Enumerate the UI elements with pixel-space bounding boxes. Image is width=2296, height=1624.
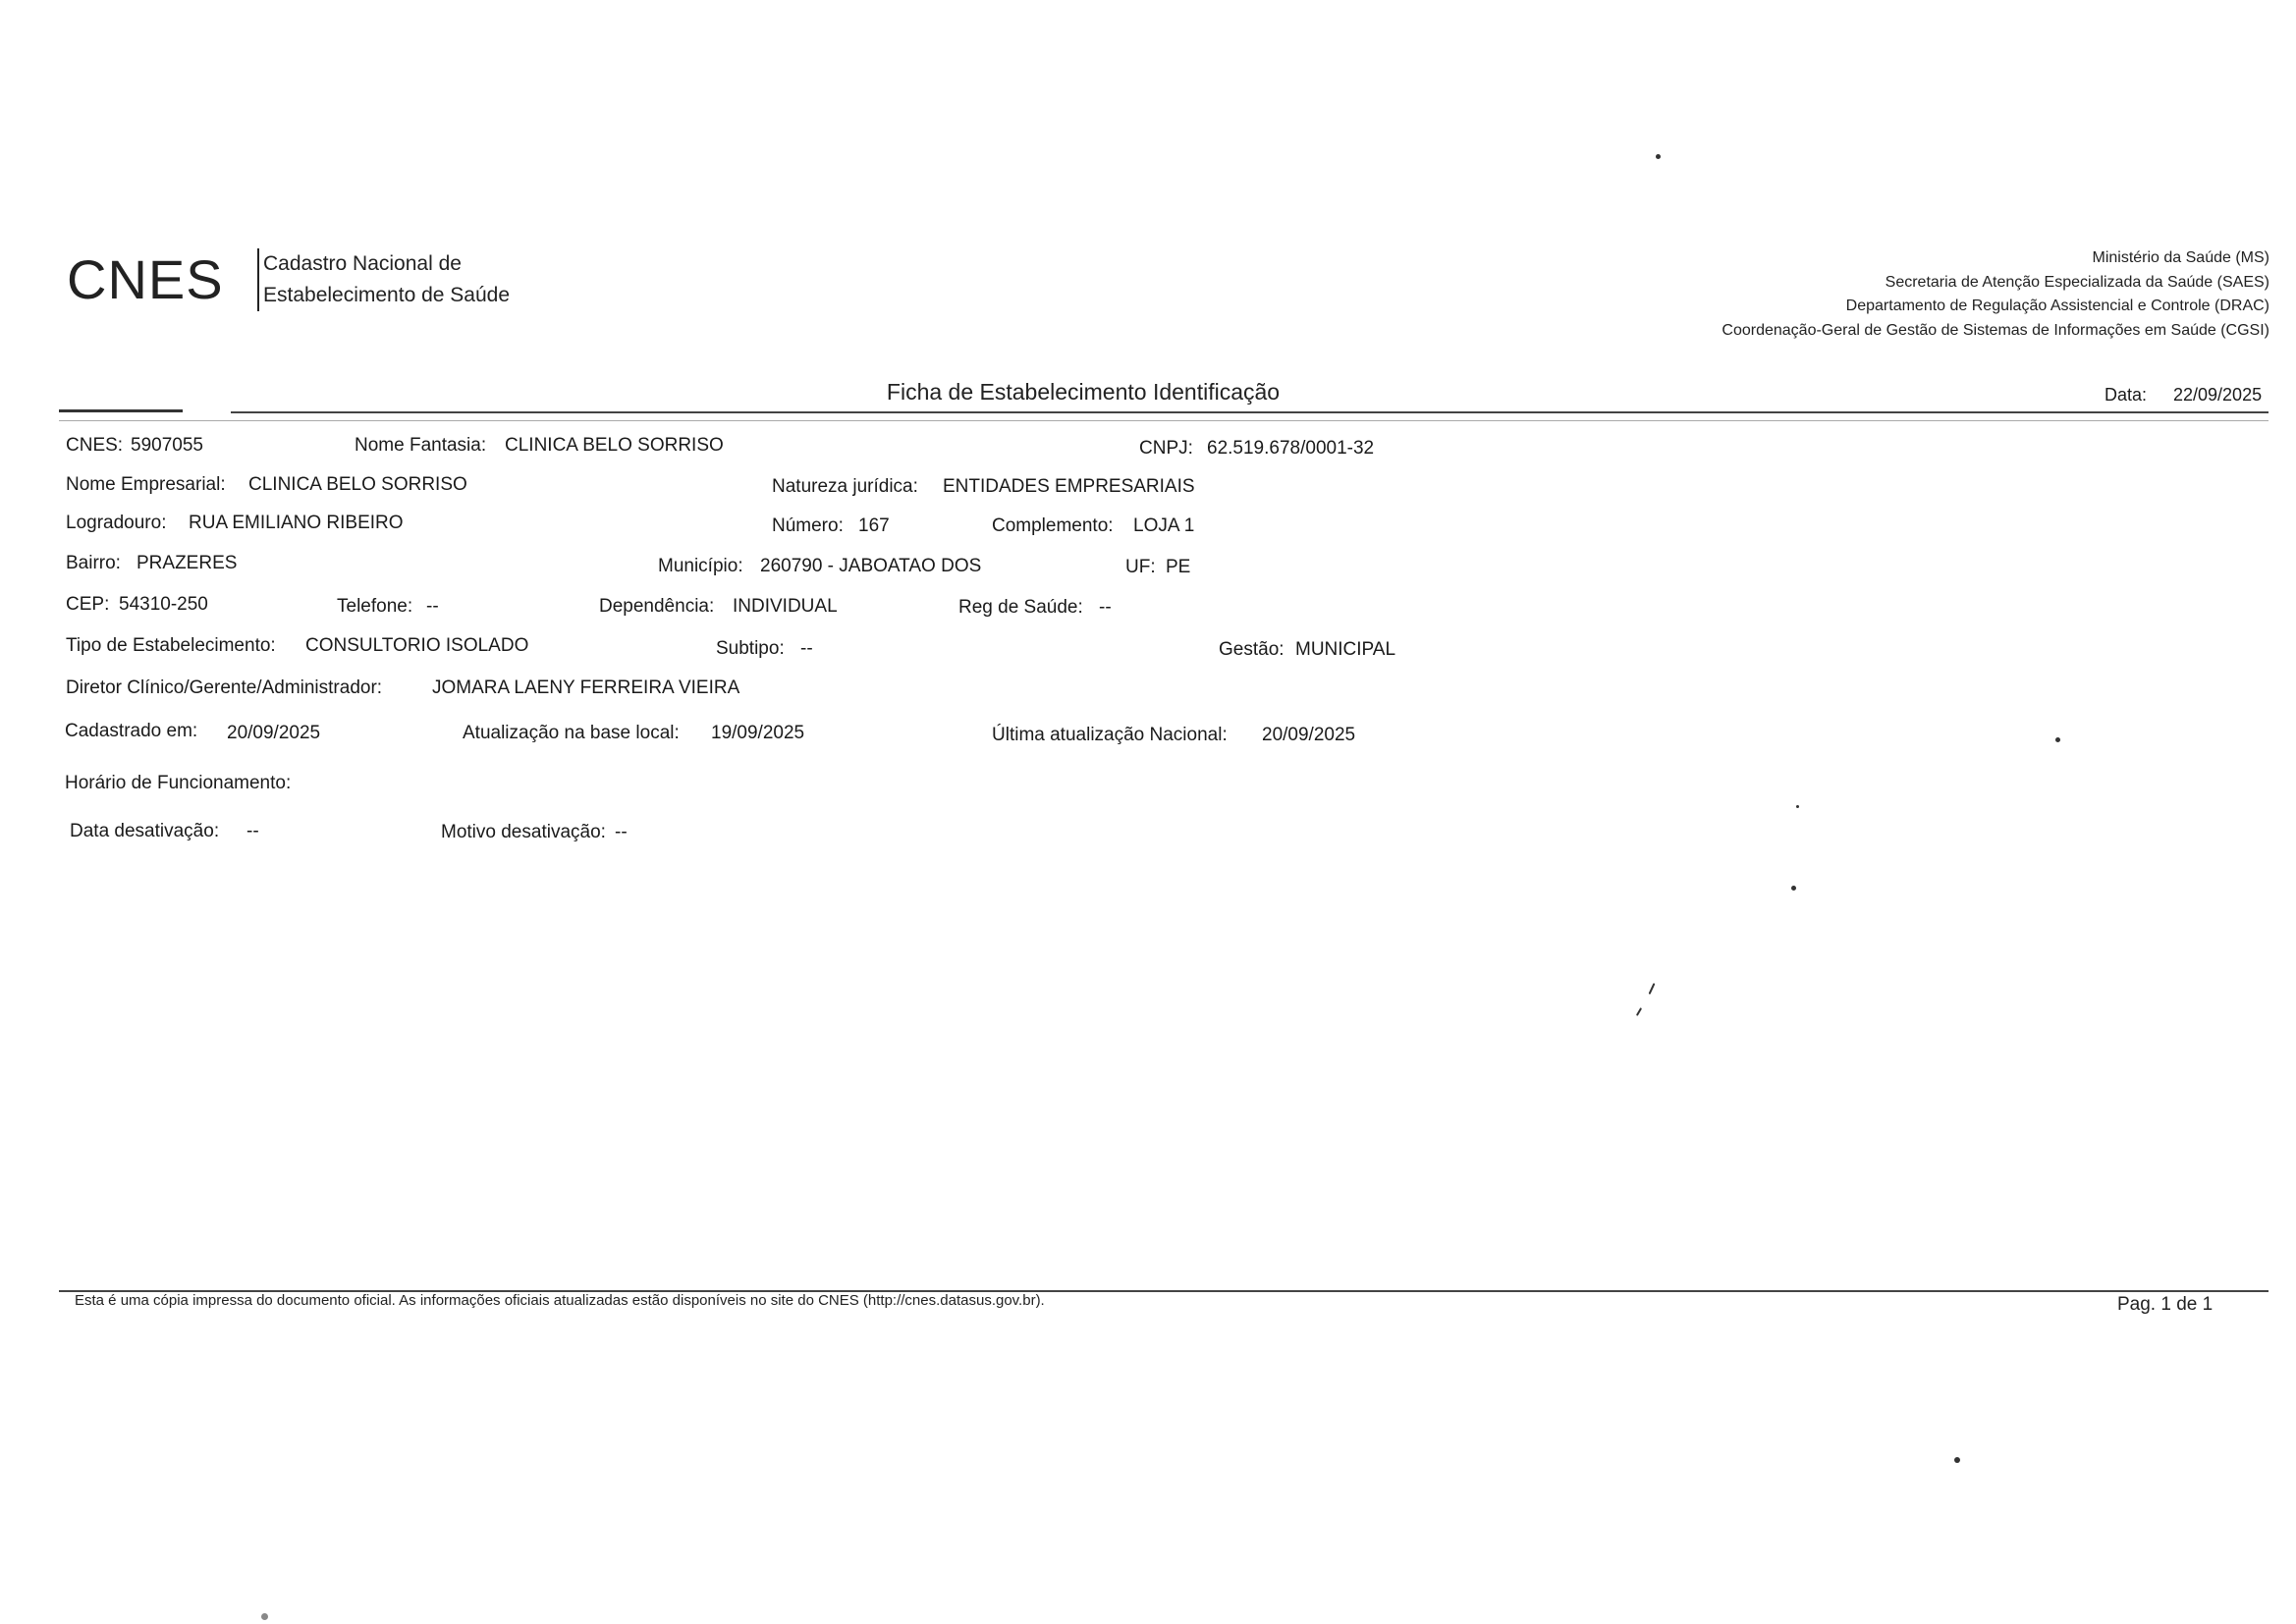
cnes-value: 5907055 [131,435,203,456]
gestao-value: MUNICIPAL [1295,639,1396,660]
footer-note: Esta é uma cópia impressa do documento oficial. As informações oficiais atualizadas estão disponíveis no site do CNES (http://cnes.datasus.gov.br). [75,1292,1045,1309]
logradouro-label: Logradouro: [66,513,167,533]
logo-subtitle [257,248,510,311]
scan-speck [1796,805,1799,808]
bairro-value: PRAZERES [137,553,238,573]
nome-empresarial-label: Nome Empresarial: [66,474,226,495]
scan-speck [1636,1007,1642,1016]
tipo-estabelecimento-label: Tipo de Estabelecimento: [66,635,276,656]
diretor-label: Diretor Clínico/Gerente/Administrador: [66,677,383,698]
ministry-line: Departamento de Regulação Assistencial e Controle (DRAC) [1845,298,2269,314]
cadastrado-em-value: 20/09/2025 [227,723,321,743]
logo-subtitle-line2: Estabelecimento de Saúde [263,284,511,306]
ministry-line: Ministério da Saúde (MS) [2092,249,2269,266]
bairro-label: Bairro: [66,553,121,573]
numero-value: 167 [858,515,890,536]
data-desativacao-label: Data desativação: [70,821,220,841]
atualizacao-local-value: 19/09/2025 [711,723,805,743]
scan-speck [2055,737,2060,742]
ministry-line: Coordenação-Geral de Gestão de Sistemas de Informações em Saúde (CGSI) [1722,321,2269,339]
date-value: 22/09/2025 [2173,385,2263,405]
date-label: Data: [2105,385,2148,405]
cnpj-label: CNPJ: [1139,438,1193,459]
ministry-line: Secretaria de Atenção Especializada da Saúde (SAES) [1885,273,2269,291]
natureza-juridica-value: ENTIDADES EMPRESARIAIS [943,476,1195,497]
cadastrado-em-label: Cadastrado em: [65,721,198,741]
natureza-juridica-label: Natureza jurídica: [772,476,918,497]
nome-empresarial-value: CLINICA BELO SORRISO [248,474,467,495]
nome-fantasia-value: CLINICA BELO SORRISO [505,435,724,456]
municipio-label: Município: [658,556,743,576]
gestao-label: Gestão: [1219,639,1285,660]
ultima-atualizacao-label: Última atualização Nacional: [992,725,1228,745]
telefone-label: Telefone: [337,596,413,617]
header-rule-faint [59,420,2269,421]
data-desativacao-value: -- [246,821,259,841]
scan-speck [1649,983,1656,995]
complemento-label: Complemento: [992,515,1114,536]
reg-saude-value: -- [1099,597,1112,618]
horario-label: Horário de Funcionamento: [65,773,292,793]
reg-saude-label: Reg de Saúde: [958,597,1083,618]
cnpj-value: 62.519.678/0001-32 [1207,438,1375,459]
telefone-value: -- [426,596,439,617]
ministry-block [1722,246,2269,343]
logradouro-value: RUA EMILIANO RIBEIRO [189,513,404,533]
dependencia-value: INDIVIDUAL [733,596,838,617]
ultima-atualizacao-value: 20/09/2025 [1262,725,1356,745]
motivo-desativacao-value: -- [615,822,628,842]
scan-speck [1954,1457,1960,1463]
dependencia-label: Dependência: [599,596,715,617]
scan-speck [1656,154,1661,159]
cnes-label: CNES: [66,435,124,456]
scan-speck [261,1613,268,1620]
subtipo-value: -- [800,638,813,659]
nome-fantasia-label: Nome Fantasia: [355,435,487,456]
logo-subtitle-line1: Cadastro Nacional de [263,252,462,275]
cnes-logo: CNES [67,248,224,310]
motivo-desativacao-label: Motivo desativação: [441,822,606,842]
uf-label: UF: [1125,557,1156,577]
cep-value: 54310-250 [119,594,208,615]
atualizacao-local-label: Atualização na base local: [463,723,680,743]
uf-value: PE [1166,557,1191,577]
numero-label: Número: [772,515,844,536]
diretor-value: JOMARA LAENY FERREIRA VIEIRA [432,677,740,698]
complemento-value: LOJA 1 [1133,515,1195,536]
document-title: Ficha de Estabelecimento Identificação [886,379,1281,405]
municipio-value: 260790 - JABOATAO DOS [760,556,982,576]
header-rule [231,411,2269,413]
tipo-estabelecimento-value: CONSULTORIO ISOLADO [305,635,529,656]
scan-speck [1791,886,1796,891]
cep-label: CEP: [66,594,110,615]
page-number: Pag. 1 de 1 [2117,1294,2214,1315]
subtipo-label: Subtipo: [716,638,785,659]
header-rule-short [59,409,183,412]
